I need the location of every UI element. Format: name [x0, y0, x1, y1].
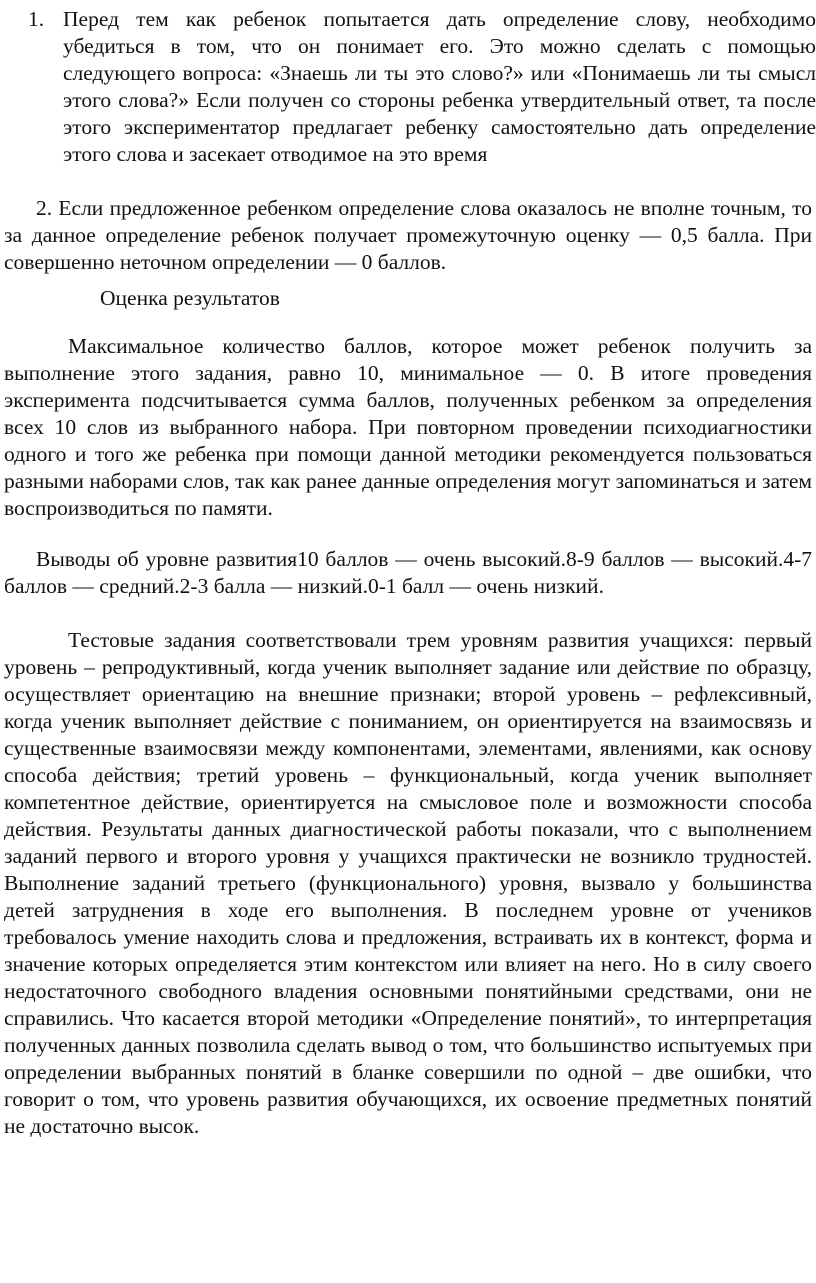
- paragraph-test-results: [4, 627, 812, 1140]
- paragraph-conclusions-text: Выводы об уровне развития10 баллов — очень высокий.8-9 баллов — высокий.4-7 баллов — средний.2-3 балла — низкий.0-1 балл — очень низкий.: [4, 547, 812, 598]
- paragraph-max-score-text: Максимальное количество баллов, которое может ребенок получить за выполнение этого задания, равно 10, минимальное — 0. В итоге проведения эксперимента подсчитывается сумма баллов, полученных ребенком за определения всех 10 слов из выбранного набора. При повторном проведении психодиагностики одного и того же ребенка при помощи данной методики рекомендуется пользоваться разными наборами слов, так как ранее данные определения могут запоминаться и затем воспроизводиться по памяти.: [4, 334, 812, 520]
- list-number-1: 1.: [28, 7, 45, 31]
- section-heading: Оценка результатов: [100, 286, 280, 310]
- list-item-2: [4, 195, 812, 276]
- paragraph-test-results-text: Тестовые задания соответствовали трем уровням развития учащихся: первый уровень – репродуктивный, когда ученик выполняет задание или действие по образцу, осуществляет ориентацию на внешние признаки; второй уровень – рефлексивный, когда ученик выполняет действие с пониманием, он ориентируется на взаимосвязь и существенные взаимосвязи между компонентами, элементами, явлениями, как основу способа действия; третий уровень – функциональный, когда ученик выполняет компетентное действие, ориентируется на смысловое поле и возможности способа действия. Результаты данных диагностической работы показали, что с выполнением заданий первого и второго уровня у учащихся практически не возникло трудностей. Выполнение заданий третьего (функционального) уровня, вызвало у большинства детей затруднения в ходе его выполнения. В последнем уровне от учеников требовалось умение находить слова и предложения, встраивать их в контекст, форма и значение которых определяется этим контекстом или влияет на него. Но в силу своего недостаточного свободного владения основными понятийными средствами, они не справились. Что касается второй методики «Определение понятий», то интерпретация полученных данных позволила сделать вывод о том, что большинство испытуемых при определении выбранных понятий в бланке совершили по одной – две ошибки, что говорит о том, что уровень развития обучающихся, их освоение предметных понятий не достаточно высок.: [4, 628, 812, 1138]
- list-item-1: [28, 6, 816, 168]
- paragraph-max-score: [4, 333, 812, 522]
- list-item-1-text: Перед тем как ребенок попытается дать определение слову, необходимо убедиться в том, что он понимает его. Это можно сделать с помощью следующего вопроса: «Знаешь ли ты это слово?» или «Понимаешь ли ты смысл этого слова?» Если получен со стороны ребенка утвердительный ответ, та после этого экспериментатор предлагает ребенку самостоятельно дать определение этого слова и засекает отводимое на это время: [63, 7, 816, 166]
- list-number-2: 2.: [36, 196, 53, 220]
- paragraph-conclusions: [4, 546, 812, 600]
- list-item-2-text: Если предложенное ребенком определение слова оказалось не вполне точным, то за данное определение ребенок получает промежуточную оценку — 0,5 балла. При совершенно неточном определении — 0 баллов.: [4, 196, 813, 274]
